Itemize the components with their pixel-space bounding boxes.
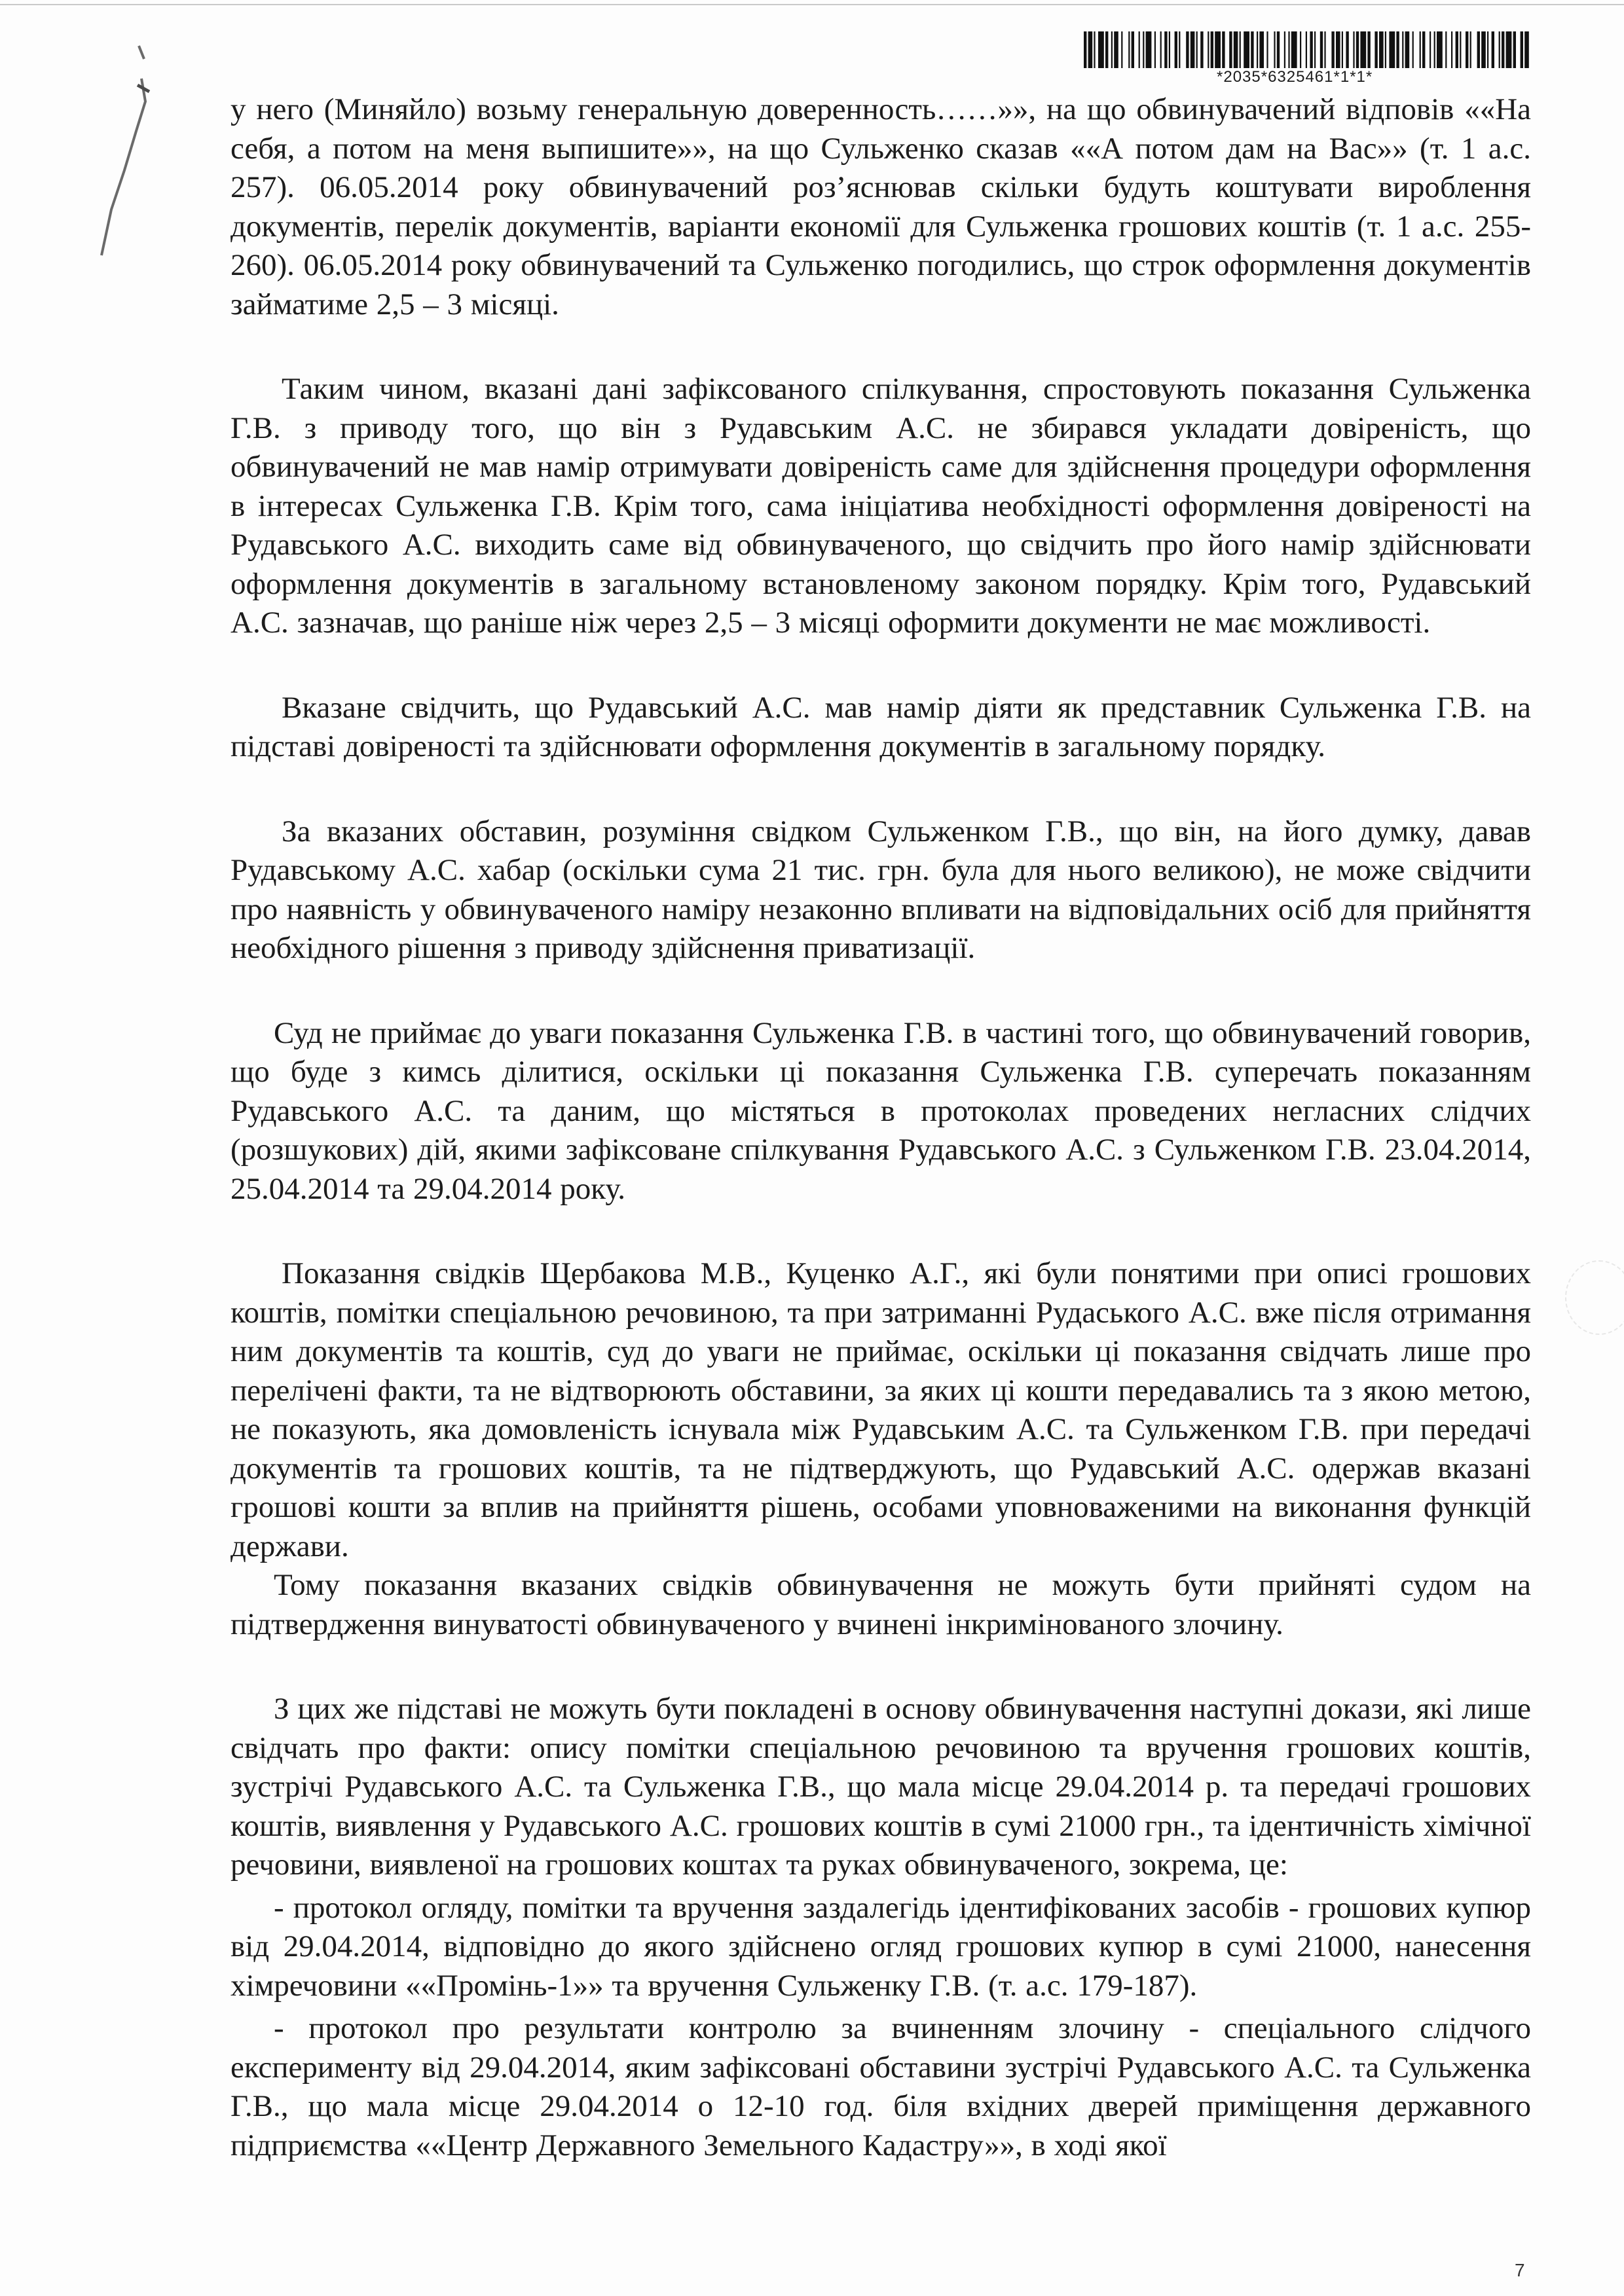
barcode-bar xyxy=(1175,31,1177,68)
faint-court-stamp xyxy=(1565,1260,1624,1335)
barcode-bar xyxy=(1094,31,1095,68)
barcode-bar xyxy=(1389,31,1395,68)
barcode-bar xyxy=(1200,31,1203,68)
barcode-bar xyxy=(1405,31,1410,68)
scan-artifact-mark xyxy=(98,39,157,262)
page-number: 7 xyxy=(1515,2260,1525,2280)
barcode-bar xyxy=(1379,31,1384,68)
barcode-bar xyxy=(1487,31,1488,68)
barcode-bar xyxy=(1434,31,1435,68)
barcode-bar xyxy=(1186,31,1189,68)
list-item-inspection-protocol: - протокол огляду, помітки та вручення заздалегідь ідентифікованих засобів - грошових купюр від 29.04.2014, відповідно до якого здійснено огляд грошових купюр в сумі 21000, нанесення хімречовини ««Промінь-1»» та вручення Сульженку Г.В. (т. а.с. 179-187). xyxy=(231,1890,1531,2003)
scan-top-edge xyxy=(0,4,1624,5)
barcode-bar xyxy=(1132,31,1134,68)
barcode-bar xyxy=(1257,31,1258,68)
barcode-bar xyxy=(1208,31,1209,68)
barcode-bar xyxy=(1470,31,1471,68)
barcode-bar xyxy=(1430,31,1431,68)
barcode-bar xyxy=(1310,31,1312,68)
barcode-bar xyxy=(1222,31,1225,68)
paragraph-representative-intent: Вказане свідчить, що Рудавський А.С. мав намір діяти як представник Сульженка Г.В. на підставі довіреності та здійснювати оформлення документів в загальному порядку. xyxy=(231,690,1531,763)
barcode-bar xyxy=(1314,31,1316,68)
barcode-bar xyxy=(1190,31,1195,68)
list-item-experiment-protocol: - протокол про результати контролю за вчиненням злочину - спеціального слідчого експерименту від 29.04.2014, яким зафіксовані обставини зустрічі Рудавського А.С. та Сульженка Г.В., що мала місце 29.04.2014 о 12-10 год. біля вхідних дверей приміщення державного підприємства ««Центр Державного Земельного Кадастру»», в ході якої xyxy=(231,2011,1531,2162)
barcode-bar xyxy=(1288,31,1289,68)
barcode-bar xyxy=(1477,31,1480,68)
barcode-bar xyxy=(1234,31,1238,68)
barcode-code: *2035*6325461*1*1* xyxy=(1217,68,1373,86)
barcode-bar xyxy=(1229,31,1232,68)
barcode-bar xyxy=(1121,31,1122,68)
barcode-bar xyxy=(1342,31,1343,68)
barcode-bar xyxy=(1331,31,1334,68)
barcode-bar xyxy=(1143,31,1144,68)
barcode-bar xyxy=(1244,31,1249,68)
barcode-bar xyxy=(1356,31,1359,68)
barcode-bar xyxy=(1499,31,1500,68)
barcode-bar xyxy=(1385,31,1386,68)
paragraph-witness-conclusion: Тому показання вказаних свідків обвинувачення не можуть бути прийняті судом на підтвердження винуватості обвинуваченого у вчинені інкримінованого злочину. xyxy=(231,1568,1531,1641)
barcode-bar xyxy=(1481,31,1486,68)
barcode-bar xyxy=(1128,31,1130,68)
barcode-bar xyxy=(1111,31,1113,68)
barcode-bar xyxy=(1169,31,1170,68)
paragraph-witness-understanding: За вказаних обставин, розуміння свідком Сульженком Г.В., що він, на його думку, давав Рудавському А.С. хабар (оскільки сума 21 тис. грн. була для нього великою), не може свідчити про наявність у обвинуваченого наміру незаконно впливати на відповідальних осіб для прийняття необхідного рішення з приводу здійснення приватизації. xyxy=(231,814,1531,965)
barcode-bar xyxy=(1251,31,1253,68)
barcode-bar xyxy=(1524,31,1529,68)
barcode-bar xyxy=(1300,31,1301,68)
barcode-bar xyxy=(1367,31,1370,68)
barcode-bar xyxy=(1445,31,1447,68)
barcode-bar xyxy=(1139,31,1140,68)
barcode-bar xyxy=(1088,31,1093,68)
barcode-bar xyxy=(1291,31,1297,68)
barcode-bar xyxy=(1420,31,1421,68)
barcode-bar xyxy=(1084,31,1086,68)
barcode-bar xyxy=(1451,31,1452,68)
barcode-bar xyxy=(1513,31,1516,68)
barcode-bar xyxy=(1396,31,1399,68)
barcode-bar xyxy=(1402,31,1403,68)
barcode-bar xyxy=(1320,31,1323,68)
paragraph-recorded-conversation: Таким чином, вказані дані зафіксованого спілкування, спростовують показання Сульженка Г.В. з приводу того, що він з Рудавським А.С. не збирався укладати довіреність, що обвинувачений не мав намір отримувати довіреність саме для здійснення процедури оформлення в інтересах Сульженка Г.В. Крім того, сама ініціатива необхідності оформлення довіреності на Рудавського А.С. виходить саме від обвинуваченого, що свідчить про його намір здійснювати оформлення документів в загальному встановленому законом порядку. Крім того, Рудавський А.С. зазначав, що раніше ніж через 2,5 – 3 місяці оформити документи не має можливості. xyxy=(231,372,1531,640)
barcode-bar xyxy=(1114,31,1118,68)
barcode-bar xyxy=(1215,31,1221,68)
barcode-bar xyxy=(1506,31,1512,68)
document-body xyxy=(231,90,1531,2165)
barcode-bar xyxy=(1502,31,1504,68)
barcode-bar xyxy=(1266,31,1268,68)
barcode-bar xyxy=(1521,31,1523,68)
barcode-bar xyxy=(1466,31,1468,68)
barcode-bar xyxy=(1375,31,1377,68)
barcode-bar xyxy=(1211,31,1213,68)
barcode-bar xyxy=(1336,31,1340,68)
paragraph-court-rejects-testimony: Суд не приймає до уваги показання Сульженка Г.В. в частині того, що обвинувачений говорив, що буде з кимсь ділитися, оскільки ці показання Сульженка Г.В. суперечать показанням Рудавського А.С. та даним, що містяться в протоколах проведених негласних слідчих (розшукових) дій, якими зафіксоване спілкування Рудавського А.С. з Сульженком Г.В. 23.04.2014, 25.04.2014 та 29.04.2014 року. xyxy=(231,1015,1531,1206)
barcode-bar xyxy=(1160,31,1162,68)
paragraph-evidence-list-intro: З цих же підставі не можуть бути покладені в основу обвинувачення наступні докази, які лише свідчать про факти: опису помітки спеціальною речовиною та вручення грошових коштів, зустрічі Рудавського А.С. та Сульженка Г.В., що мала місце 29.04.2014 р. та передачі грошових коштів, виявлення у Рудавського А.С. грошових коштів в сумі 21000 грн., та ідентичність хімічної речовини, виявленої на грошових коштах та руках обвинуваченого, зокрема, це: xyxy=(231,1692,1531,1882)
barcode-bar xyxy=(1456,31,1458,68)
paragraph-attesting-witnesses: Показання свідків Щербакова М.В., Куценко А.Г., які були понятими при описі грошових коштів, помітки спеціальною речовиною, та при затриманні Рудаського А.С. вже після отримання ним документів та коштів, суд до уваги не приймає, оскільки ці показання свідчать лише про перелічені факти, та не відтворюють обставини, за яких ці кошти передавались та з якою метою, не показують, яка домовленість існувала між Рудавським А.С. та Сульженком Г.В. при передачі документів та грошових коштів, та не підтверджують, що Рудавський А.С. одержав вказані грошові кошти за вплив на прийняття рішень, особами уповноваженими на виконання функцій держави. xyxy=(231,1256,1531,1563)
barcode-bar xyxy=(1105,31,1108,68)
barcode-bar xyxy=(1240,31,1241,68)
barcode-bar xyxy=(1460,31,1461,68)
barcode-bar xyxy=(1360,31,1366,68)
barcode-bar xyxy=(1422,31,1425,68)
barcode-bar xyxy=(1412,31,1414,68)
barcode-bar xyxy=(1098,31,1104,68)
barcode-bar xyxy=(1306,31,1307,68)
barcode-bar xyxy=(1437,31,1443,68)
barcode-bar xyxy=(1164,31,1167,68)
barcode-bar xyxy=(1346,31,1348,68)
barcode-bar xyxy=(1277,31,1280,68)
barcode-bar xyxy=(1492,31,1494,68)
paragraph-continuation: у него (Миняйло) возьму генеральную доверенность……»», на що обвинувачений відповів ««На себя, а потом на меня выпишите»», на що Сульженко сказав ««А потом дам на Вас»» (т. 1 а.с. 257). 06.05.2014 року обвинувачений роз’яснював скільки будуть коштувати вироблення документів, перелік документів, варіанти економії для Сульженка грошових коштів (т. 1 а.с. 255-260). 06.05.2014 року обвинувачений та Сульженко погодились, що строк оформлення документів займатиме 2,5 – 3 місяці. xyxy=(231,92,1531,321)
barcode-bar xyxy=(1284,31,1285,68)
barcode-bar xyxy=(1324,31,1325,68)
barcode-bar xyxy=(1196,31,1198,68)
barcode-bar xyxy=(1274,31,1275,68)
document-barcode xyxy=(1084,31,1529,68)
barcode-bar xyxy=(1146,31,1152,68)
barcode-bar xyxy=(1259,31,1264,68)
barcode-bar xyxy=(1179,31,1180,68)
barcode-bar xyxy=(1154,31,1156,68)
barcode-bar xyxy=(1353,31,1354,68)
